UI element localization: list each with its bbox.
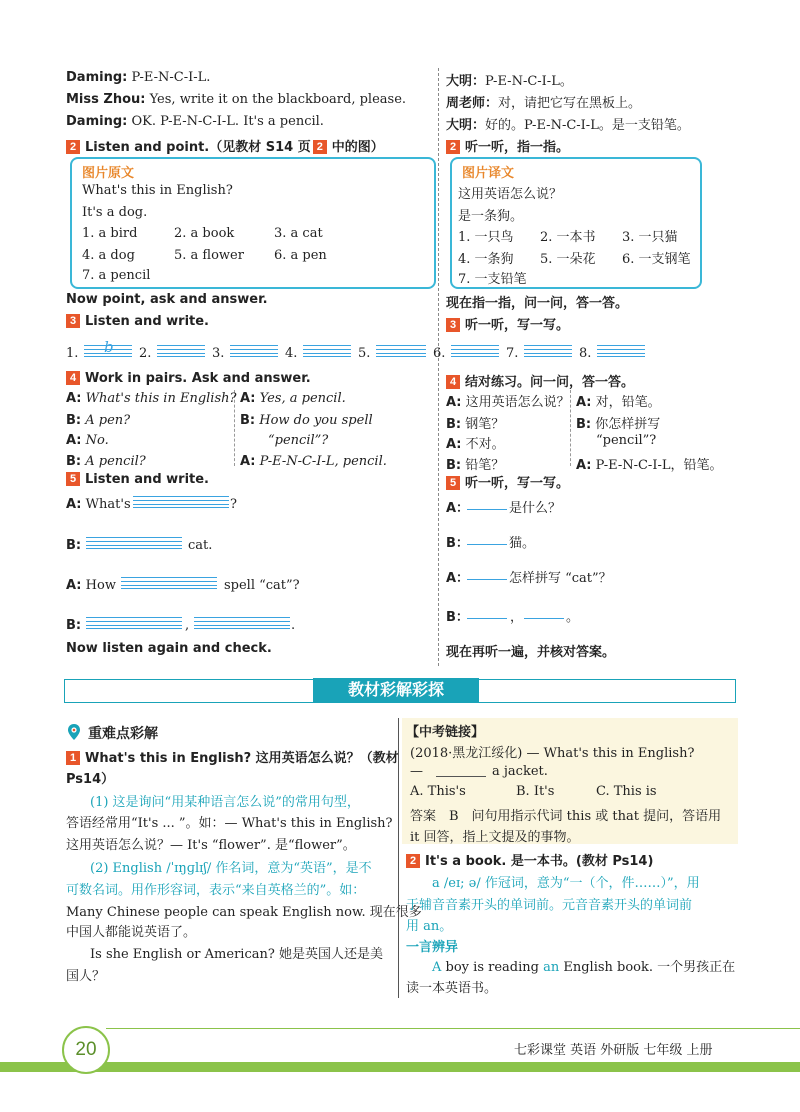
box-title-cn: 图片译文 xyxy=(462,165,515,180)
pair-line: A: P-E-N-C-I-L, pencil. xyxy=(240,454,387,469)
box-item: 4. a dog xyxy=(82,248,135,263)
exam-option: A. This's xyxy=(410,784,466,799)
key-point-heading-cont: Ps14） xyxy=(66,772,115,787)
one-word-title: 一言辨异 xyxy=(406,940,459,955)
box-item: 3. a cat xyxy=(274,226,323,241)
pair-line-cn: B: 铅笔？ xyxy=(446,458,505,473)
writing-lines[interactable] xyxy=(597,345,645,357)
pair-line: “pencil”? xyxy=(268,433,329,448)
box-item-cn: 6. 一支钢笔 xyxy=(622,252,691,267)
write-label: 5. xyxy=(358,346,371,361)
fill-text-cn: 怎样拼写 “cat”？ xyxy=(509,571,612,586)
exam-link-title: 【中考链接】 xyxy=(406,725,485,740)
column-divider xyxy=(438,68,439,666)
fill-text-cn: 是什么？ xyxy=(509,501,562,516)
paragraph-line: 于辅音音素开头的单词前。元音音素开头的单词前 xyxy=(406,898,693,913)
exam-option: C. This is xyxy=(596,784,657,799)
write-label: 1. xyxy=(66,346,79,361)
writing-lines[interactable] xyxy=(157,345,205,357)
writing-lines[interactable] xyxy=(121,577,217,589)
box-title: 图片原文 xyxy=(82,165,135,180)
section-heading-cn: 5 听一听，写一写。 xyxy=(446,472,569,491)
writing-lines[interactable] xyxy=(86,617,182,629)
pair-line-cn: A: P-E-N-C-I-L，铅笔。 xyxy=(576,458,723,473)
box-item-cn: 1. 一只鸟 xyxy=(458,230,514,245)
paragraph-line: 用 an。 xyxy=(406,919,453,934)
box-item-cn: 3. 一只猫 xyxy=(622,230,678,245)
pair-line-cn: B: 你怎样拼写 xyxy=(576,417,661,432)
blank-field[interactable] xyxy=(467,567,507,580)
writing-lines[interactable] xyxy=(86,537,182,549)
paragraph-line: 可数名词。用作形容词，表示“来自英格兰的”。如： xyxy=(66,883,366,898)
punct: ， xyxy=(510,610,524,625)
fill-text-cn: 猫。 xyxy=(509,536,536,551)
box-answer: It's a dog. xyxy=(82,205,148,220)
dialog-line: Miss Zhou: Yes, write it on the blackboard, please. xyxy=(66,92,407,107)
footer-bar xyxy=(0,1062,800,1072)
pair-line: B: A pencil? xyxy=(66,454,146,469)
paragraph-line: Many Chinese people can speak English now. 现在很多 xyxy=(66,905,422,920)
paragraph-line: 中国人都能说英语了。 xyxy=(66,925,197,940)
fill-line: B: xyxy=(66,538,82,553)
writing-lines[interactable] xyxy=(524,345,572,357)
write-label: 7. xyxy=(506,346,519,361)
box-item: 1. a bird xyxy=(82,226,138,241)
box-item: 7. a pencil xyxy=(82,268,151,283)
key-point-heading: 1 What's this in English? 这用英语怎么说？（教材 xyxy=(66,747,399,766)
key-point-heading: 2 It's a book. 是一本书。(教材 Ps14) xyxy=(406,850,653,869)
paragraph-line: 答语经常用“It's ... ”。如：— What's this in English? xyxy=(66,816,393,831)
pair-line: B: A pen? xyxy=(66,413,131,428)
fill-line-cn: A： xyxy=(446,501,470,516)
fill-text: cat. xyxy=(188,538,213,553)
section-heading: 3 Listen and write. xyxy=(66,314,209,329)
exam-answer: it 回答，指上文提及的事物。 xyxy=(410,830,580,845)
paragraph-line: (1) 这是询问“用某种语言怎么说”的常用句型， xyxy=(90,795,360,810)
exam-question: (2018·黑龙江绥化) — What's this in English? xyxy=(410,746,695,761)
pair-line: B: How do you spell xyxy=(240,413,373,428)
section-banner: 教材彩解彩探 xyxy=(313,678,479,703)
fill-line: B: xyxy=(66,618,82,633)
pair-divider-cn xyxy=(570,390,571,466)
fill-line: A: What's xyxy=(66,497,131,512)
paragraph-line: (2) English /ˈɪŋɡlɪʃ/ 作名词，意为“英语”，是不 xyxy=(90,861,372,876)
blank-field[interactable] xyxy=(524,606,564,619)
punct: ? xyxy=(230,497,237,512)
box-item-cn: 2. 一本书 xyxy=(540,230,596,245)
punct: . xyxy=(291,618,296,633)
instruction: Now listen again and check. xyxy=(66,641,272,656)
example-line: 读一本英语书。 xyxy=(406,981,498,996)
section-heading: 2 Listen and point.（见教材 S14 页 2 中的图） xyxy=(66,136,384,155)
dialog-line: Daming: P-E-N-C-I-L. xyxy=(66,70,211,85)
writing-lines[interactable] xyxy=(451,345,499,357)
pair-line-cn: A: 这用英语怎么说？ xyxy=(446,395,570,410)
page-number: 20 xyxy=(75,1039,97,1060)
exam-question-line: — xyxy=(410,764,423,779)
instruction: Now point, ask and answer. xyxy=(66,292,268,307)
example-line: A boy is reading an English book. 一个男孩正在 xyxy=(432,960,736,975)
box-question: What's this in English? xyxy=(82,183,233,198)
footer-thin-line xyxy=(106,1028,800,1029)
dialog-line-cn: 周老师：对，请把它写在黑板上。 xyxy=(446,96,642,111)
writing-lines[interactable] xyxy=(133,496,229,508)
write-example: b xyxy=(104,338,114,356)
pair-line-cn: B: 钢笔？ xyxy=(446,417,505,432)
exam-option: B. It's xyxy=(516,784,555,799)
fill-line-cn: A： xyxy=(446,571,470,586)
box-item: 5. a flower xyxy=(174,248,244,263)
exam-blank[interactable] xyxy=(436,764,486,777)
box-answer-cn: 是一条狗。 xyxy=(458,209,524,224)
column-divider-bottom xyxy=(398,718,399,998)
blank-field[interactable] xyxy=(467,497,507,510)
punct: , xyxy=(185,618,190,633)
write-label: 2. xyxy=(139,346,152,361)
pin-icon xyxy=(66,723,82,745)
blank-field[interactable] xyxy=(467,532,507,545)
section-heading-cn: 4 结对练习。问一问，答一答。 xyxy=(446,371,634,390)
pair-line-cn: A: 对，铅笔。 xyxy=(576,395,661,410)
book-title: 七彩课堂 英语 外研版 七年级 上册 xyxy=(514,1043,713,1058)
dialog-line-cn: 大明：好的。P-E-N-C-I-L。是一支铅笔。 xyxy=(446,118,690,133)
box-item: 2. a book xyxy=(174,226,235,241)
box-question-cn: 这用英语怎么说？ xyxy=(458,187,563,202)
dialog-line: Daming: OK. P-E-N-C-I-L. It's a pencil. xyxy=(66,114,324,129)
write-label: 4. xyxy=(285,346,298,361)
instruction-cn: 现在指一指，问一问，答一答。 xyxy=(446,296,629,311)
paragraph-line: Is she English or American? 她是英国人还是美 xyxy=(90,947,383,962)
write-label: 8. xyxy=(579,346,592,361)
paragraph-line: 国人？ xyxy=(66,969,106,984)
box-item: 6. a pen xyxy=(274,248,327,263)
pair-line: A: No. xyxy=(66,433,109,448)
write-label: 6. xyxy=(433,346,446,361)
exam-question-tail: a jacket. xyxy=(492,764,548,779)
section-heading-cn: 3 听一听，写一写。 xyxy=(446,314,569,333)
box-item-cn: 5. 一朵花 xyxy=(540,252,596,267)
key-points-title: 重难点彩解 xyxy=(88,726,158,742)
fill-line: A: How xyxy=(66,578,116,593)
write-label: 3. xyxy=(212,346,225,361)
writing-lines[interactable] xyxy=(230,345,278,357)
box-item-cn: 7. 一支铅笔 xyxy=(458,272,527,287)
writing-lines[interactable] xyxy=(303,345,351,357)
writing-lines[interactable] xyxy=(194,617,290,629)
writing-lines[interactable] xyxy=(376,345,426,357)
instruction-cn: 现在再听一遍，并核对答案。 xyxy=(446,645,616,660)
section-heading-cn: 2 听一听，指一指。 xyxy=(446,136,569,155)
fill-line-cn: B： xyxy=(446,536,469,551)
pair-line-cn: “pencil”? xyxy=(596,433,657,448)
paragraph-line: a /eɪ; ə/ 作冠词，意为“一（个，件……）”，用 xyxy=(432,876,700,891)
paragraph-line: 这用英语怎么说？— It's “flower”. 是“flower”。 xyxy=(66,838,356,853)
pair-line: A: Yes, a pencil. xyxy=(240,391,346,406)
section-heading: 5 Listen and write. xyxy=(66,472,209,487)
blank-field[interactable] xyxy=(467,606,507,619)
box-item-cn: 4. 一条狗 xyxy=(458,252,514,267)
fill-text: spell “cat”? xyxy=(224,578,300,593)
exam-answer: 答案 B 问句用指示代词 this 或 that 提问，答语用 xyxy=(410,809,722,824)
fill-line-cn: B： xyxy=(446,610,469,625)
section-heading: 4 Work in pairs. Ask and answer. xyxy=(66,371,311,386)
punct: 。 xyxy=(566,610,580,625)
pair-line: A: What's this in English? xyxy=(66,391,237,406)
dialog-line-cn: 大明：P-E-N-C-I-L。 xyxy=(446,74,573,89)
pair-line-cn: A: 不对。 xyxy=(446,437,505,452)
